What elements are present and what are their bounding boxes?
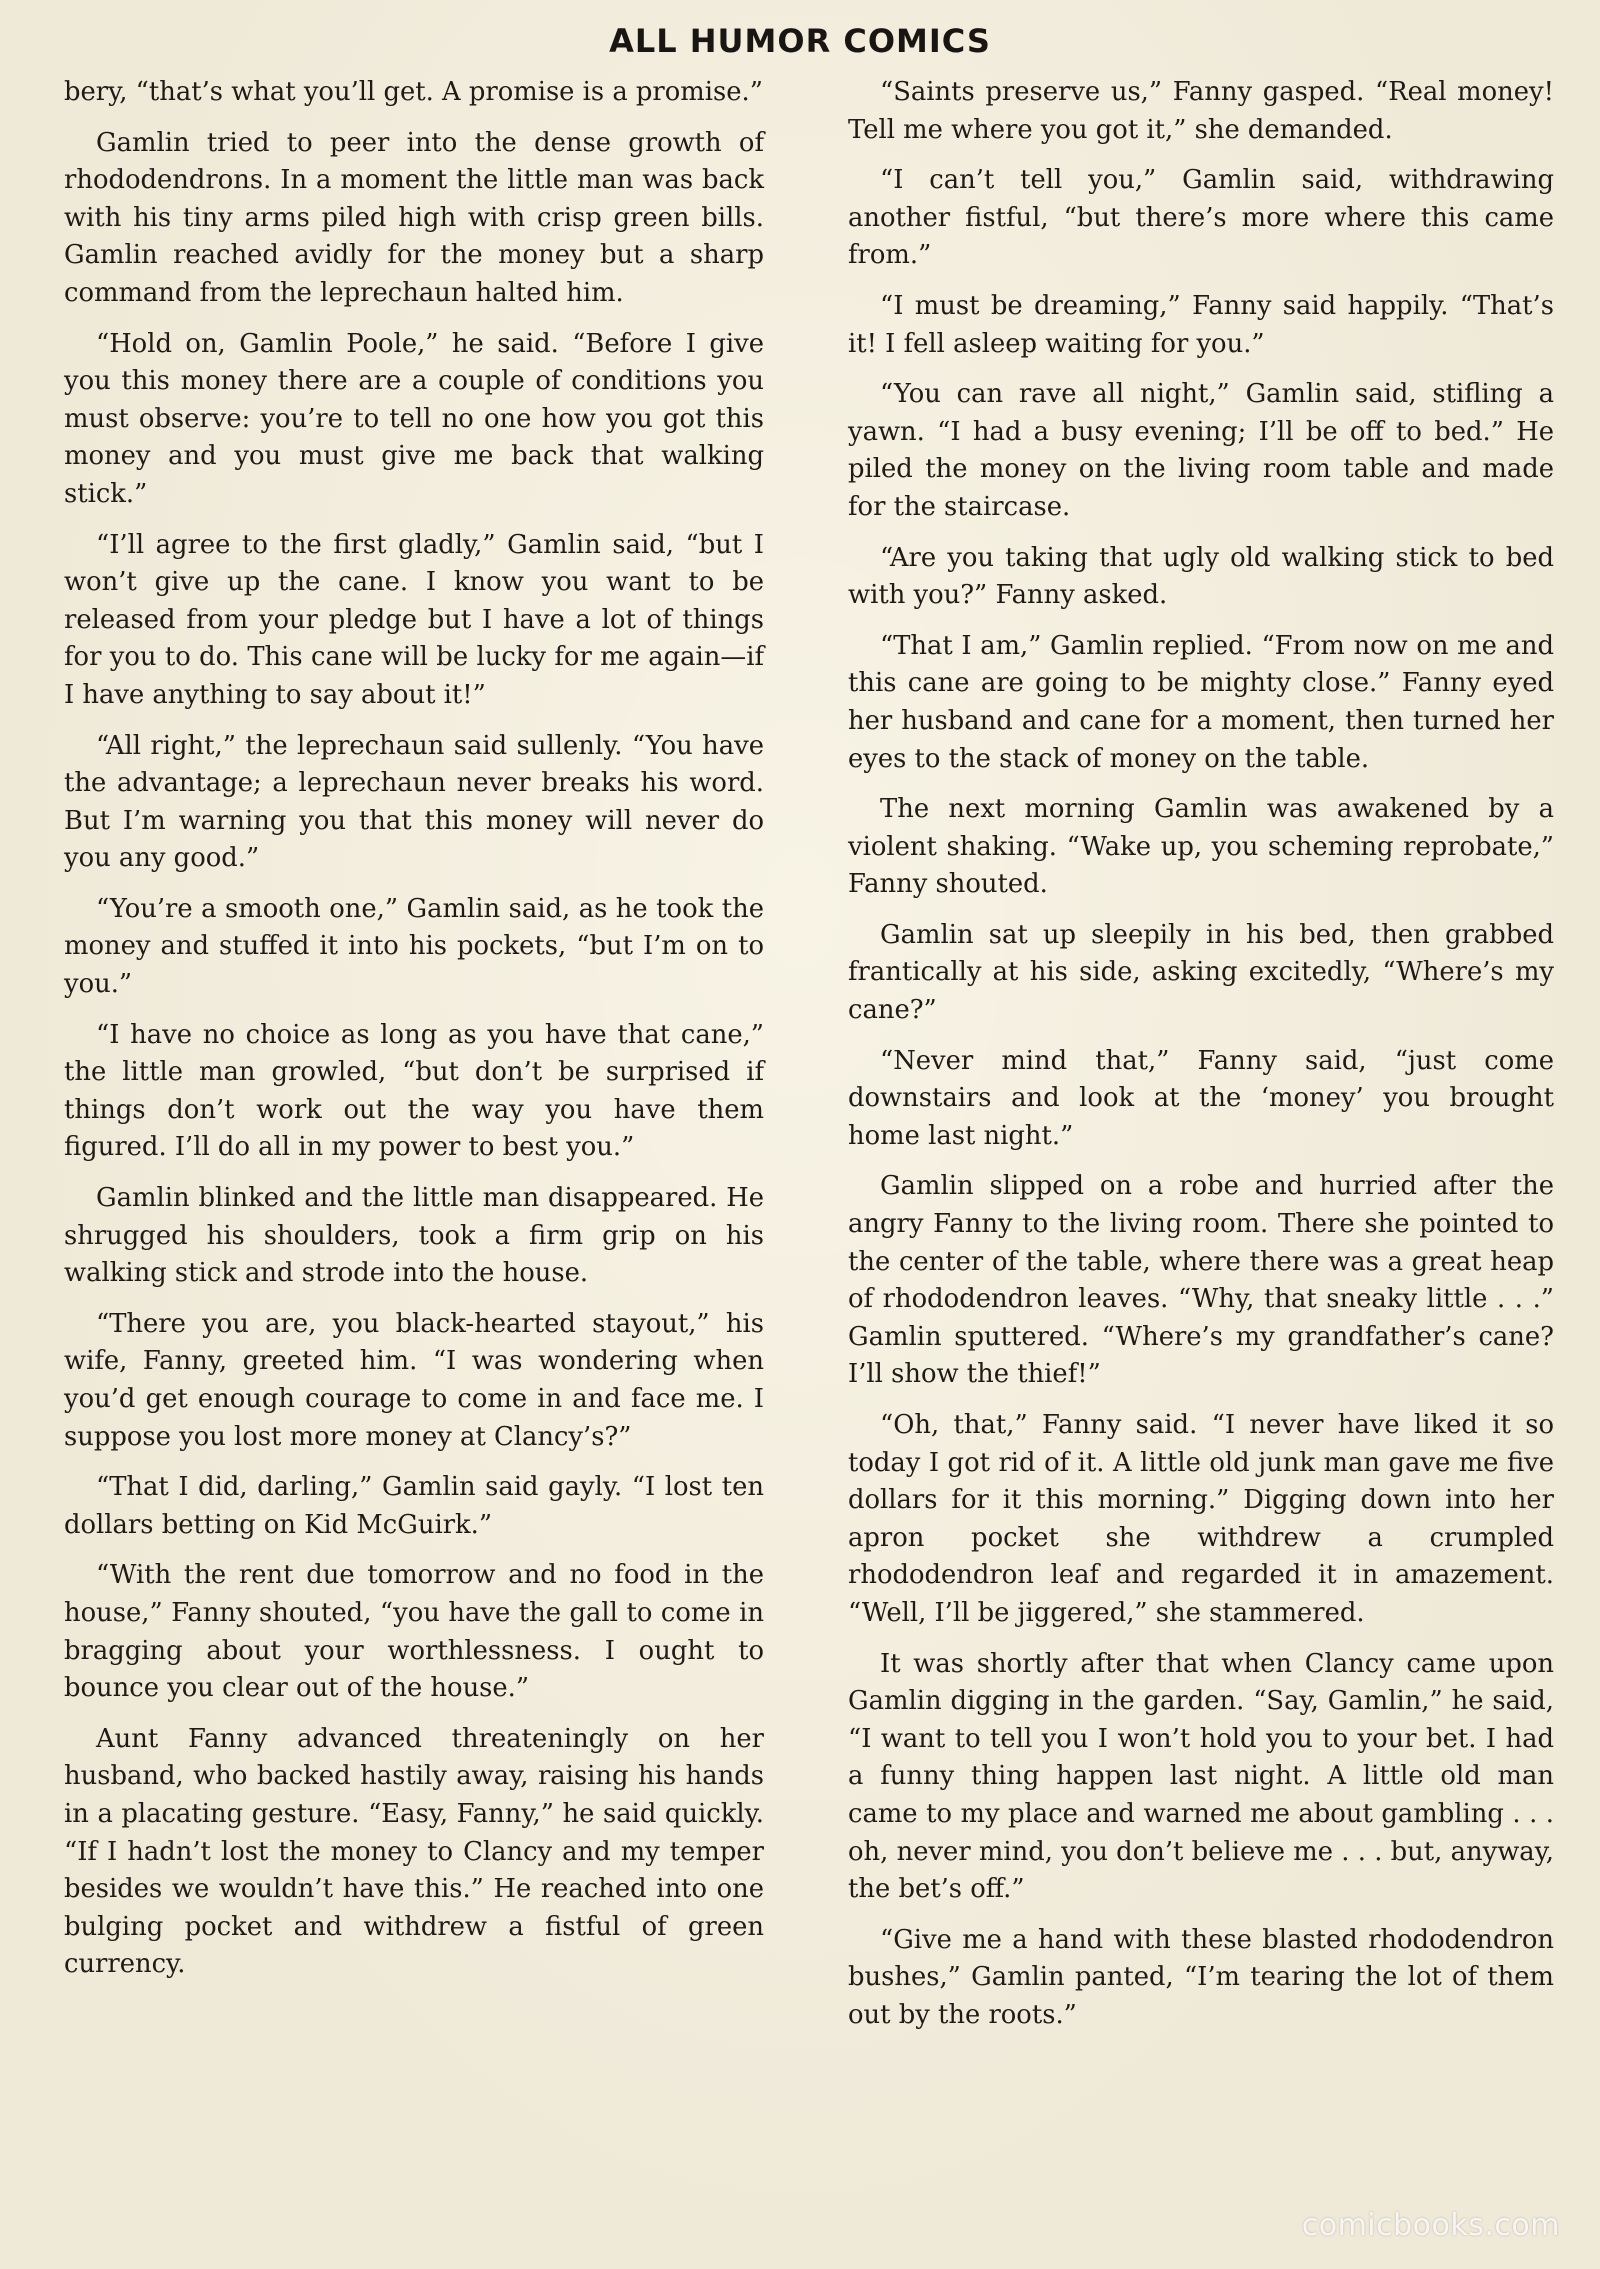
paragraph: “There you are, you black-hearted stayout,” his wife, Fanny, greeted him. “I was wondering when you’d get enough courage to come in and face me. I suppose you lost more money at Clancy’s?” (64, 1308, 764, 1452)
paragraph: “You’re a smooth one,” Gamlin said, as he took the money and stuffed it into his pockets, “but I’m on to you.” (64, 893, 764, 1000)
paragraph: The next morning Gamlin was awakened by a violent shaking. “Wake up, you scheming reprobate,” Fanny shouted. (848, 794, 1554, 900)
paragraph: Gamlin blinked and the little man disappeared. He shrugged his shoulders, took a firm grip on his walking stick and strode into the house. (64, 1183, 764, 1289)
watermark-text: comicbooks.com (1301, 2208, 1560, 2243)
paragraph: “All right,” the leprechaun said sullenly. “You have the advantage; a leprechaun never breaks his word. But I’m warning you that this money will never do you any good.” (64, 730, 764, 874)
paragraph: “That I am,” Gamlin replied. “From now on me and this cane are going to be mighty close.” Fanny eyed her husband and cane for a moment, then turned her eyes to the stack of money on the table. (848, 630, 1554, 774)
paragraph: “That I did, darling,” Gamlin said gayly. “I lost ten dollars betting on Kid McGuirk.” (64, 1472, 764, 1540)
paragraph: “Never mind that,” Fanny said, “just come downstairs and look at the ‘money’ you brought home last night.” (848, 1045, 1554, 1151)
paragraph: Gamlin sat up sleepily in his bed, then grabbed frantically at his side, asking excitedly, “Where’s my cane?” (848, 919, 1554, 1026)
paragraph: “With the rent due tomorrow and no food in the house,” Fanny shouted, “you have the gall to come in bragging about your worthlessness. I ought to bounce you clear out of the house.” (64, 1560, 764, 1704)
paragraph: Aunt Fanny advanced threateningly on her husband, who backed hastily away, raising his hands in a placating gesture. “Easy, Fanny,” he said quickly. “If I hadn’t lost the money to Clancy and my temper besides we wouldn’t have this.” He reached into one bulging pocket and withdrew a fistful of green currency. (64, 1723, 764, 1980)
paragraph: “Oh, that,” Fanny said. “I never have liked it so today I got rid of it. A little old junk man gave me five dollars for it this morning.” Digging down into her apron pocket she withdrew a crumpled rhododendron leaf and regarded it in amazement. “Well, I’ll be jiggered,” she stammered. (848, 1410, 1554, 1628)
paragraph: Gamlin tried to peer into the dense growth of rhododendrons. In a moment the little man was back with his tiny arms piled high with crisp green bills. Gamlin reached avidly for the money but a sharp command from the leprechaun halted him. (64, 127, 764, 308)
page-header-title: ALL HUMOR COMICS (609, 22, 991, 60)
paragraph: Gamlin slipped on a robe and hurried after the angry Fanny to the living room. There she pointed to the center of the table, where there was a great heap of rhododendron leaves. “Why, that sneaky little . . .” Gamlin sputtered. “Where’s my grandfather’s cane? I’ll show the thief!” (848, 1171, 1554, 1390)
paragraph: It was shortly after that when Clancy came upon Gamlin digging in the garden. “Say, Gamlin,” he said, “I want to tell you I won’t hold you to your bet. I had a funny thing happen last night. A little old man came to my place and warned me about gambling . . . oh, never mind, you don’t believe me . . . but, anyway, the bet’s off.” (848, 1648, 1554, 1905)
left-text-column (64, 74, 764, 1997)
paragraph: “Are you taking that ugly old walking stick to bed with you?” Fanny asked. (848, 542, 1554, 611)
paragraph: “I can’t tell you,” Gamlin said, withdrawing another fistful, “but there’s more where this came from.” (848, 165, 1554, 271)
paragraph: “I’ll agree to the first gladly,” Gamlin said, “but I won’t give up the cane. I know you want to be released from your pledge but I have a lot of things for you to do. This cane will be lucky for me again—if I have anything to say about it!” (64, 529, 764, 710)
paragraph: “Give me a hand with these blasted rhododendron bushes,” Gamlin panted, “I’m tearing the lot of them out by the roots.” (848, 1924, 1554, 2030)
right-text-column (848, 74, 1554, 2048)
paragraph: “Saints preserve us,” Fanny gasped. “Real money! Tell me where you got it,” she demanded. (848, 77, 1554, 145)
paragraph: “I must be dreaming,” Fanny said happily. “That’s it! I fell asleep waiting for you.” (848, 290, 1554, 359)
paragraph: “Hold on, Gamlin Poole,” he said. “Before I give you this money there are a couple of conditions you must observe: you’re to tell no one how you got this money and you must give me back that walking stick.” (64, 328, 764, 509)
paragraph: “You can rave all night,” Gamlin said, stifling a yawn. “I had a busy evening; I’ll be off to bed.” He piled the money on the living room table and made for the staircase. (848, 379, 1554, 522)
paragraph: bery, “that’s what you’ll get. A promise is a promise.” (64, 77, 763, 107)
paragraph: “I have no choice as long as you have that cane,” the little man growled, “but don’t be surprised if things don’t work out the way you have them figured. I’ll do all in my power to best you.” (64, 1019, 764, 1163)
